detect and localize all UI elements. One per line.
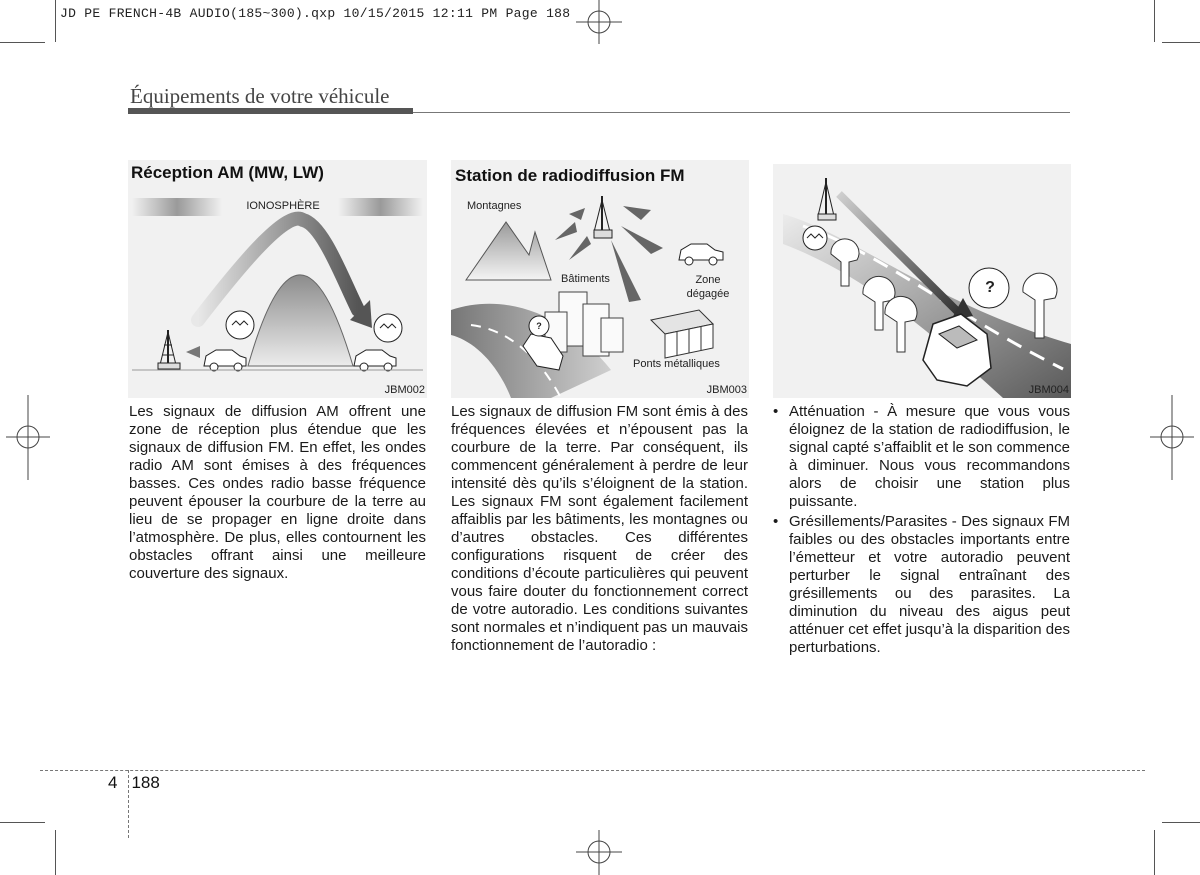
mountains-label: Montagnes: [467, 200, 522, 212]
fm-paragraph: Les signaux de diffusion FM sont émis à des fréquences élevées et n’épousent pas la courbure de la terre. Par conséquent, ils commencent généralement à perdre de leur intensité dès qu’ils s’éloignent de la station. Les signaux FM sont également facilement affaiblis par les bâtiments, les montagnes ou d’autres obstacles. Ces différentes configurations risquent de créer des conditions d’écoute particulières qui peuvent vous faire douter du fonctionnement correct de votre autoradio. Les conditions suivantes sont normales et n’indiquent pas un mauvais fonctionnement de l’autoradio :: [451, 403, 748, 654]
bullet-symbol: •: [773, 513, 779, 530]
chapter-number: 4: [108, 773, 118, 792]
am-car-left: [204, 311, 254, 371]
figure-road-code: JBM004: [1028, 384, 1069, 396]
road-radio-bubble: [803, 226, 827, 250]
figure-am-title: Réception AM (MW, LW): [131, 163, 324, 182]
am-tower: [158, 330, 180, 369]
figure-fm-code: JBM003: [706, 384, 747, 396]
fm-car-clear-zone: [679, 244, 723, 265]
figure-road-interference: [773, 164, 1071, 398]
metal-bridges-label: Ponts métalliques: [633, 358, 720, 370]
figure-am-code: JBM002: [384, 384, 425, 396]
chapter-title: Équipements de votre véhicule: [130, 84, 390, 108]
road-illustration: [773, 164, 1071, 398]
right-column: [773, 403, 1070, 659]
road-question-mark: ?: [985, 279, 995, 296]
figure-fm-title: Station de radiodiffusion FM: [455, 166, 685, 185]
footer-dashed-rule: [40, 770, 1145, 771]
bullet-symbol: •: [773, 403, 779, 420]
am-paragraph: Les signaux de diffusion AM offrent une zone de réception plus étendue que les signaux de diffusion FM. En effet, les ondes radio AM sont émises à des fréquences basses. Ces ondes radio basse fréquence peuvent épouser la courbure de la terre au lieu de se propager en ligne droite dans l’atmosphère. De plus, elles contournent les obstacles offrant ainsi une meilleure couverture des signaux.: [129, 403, 426, 582]
print-slug: JD PE FRENCH-4B AUDIO(185~300).qxp 10/15/2015 12:11 PM Page 188: [60, 6, 571, 21]
conditions-list: [773, 403, 1070, 657]
ionosphere-label: IONOSPHÈRE: [246, 200, 320, 212]
clear-zone-label: Zone dégagée: [686, 274, 730, 300]
left-column: [129, 403, 426, 583]
list-item: [773, 513, 1070, 657]
page-number: [108, 773, 160, 793]
road-tower: [818, 178, 836, 220]
am-illustration: [128, 160, 427, 398]
fm-question-mark: ?: [536, 321, 542, 331]
list-item: [773, 403, 1070, 511]
buildings-label: Bâtiments: [561, 273, 610, 285]
header-rule-thin: [413, 112, 1070, 113]
page-number-value: 188: [131, 773, 160, 792]
middle-column: [451, 403, 748, 655]
header-rule-thick: [128, 108, 413, 114]
figure-am-reception: [128, 160, 427, 398]
bullet-attenuation: Atténuation - À mesure que vous vous éloignez de la station de radiodiffusion, le signal capté s’affaiblit et le son commence à diminuer. Nous vous recommandons alors de choisir une station plus puissante.: [789, 403, 1070, 510]
bullet-static: Grésillements/Parasites - Des signaux FM faibles ou des obstacles importants entre l’émetteur et votre autoradio peuvent perturber le signal entraînant des grésillements ou des parasites. La diminution du niveau des aigus peut atténuer cet effet jusqu’à la disparition des perturbations.: [789, 513, 1070, 656]
figure-fm-station: [451, 160, 749, 398]
fm-tower: [594, 196, 612, 238]
fm-bridge: [651, 310, 713, 358]
